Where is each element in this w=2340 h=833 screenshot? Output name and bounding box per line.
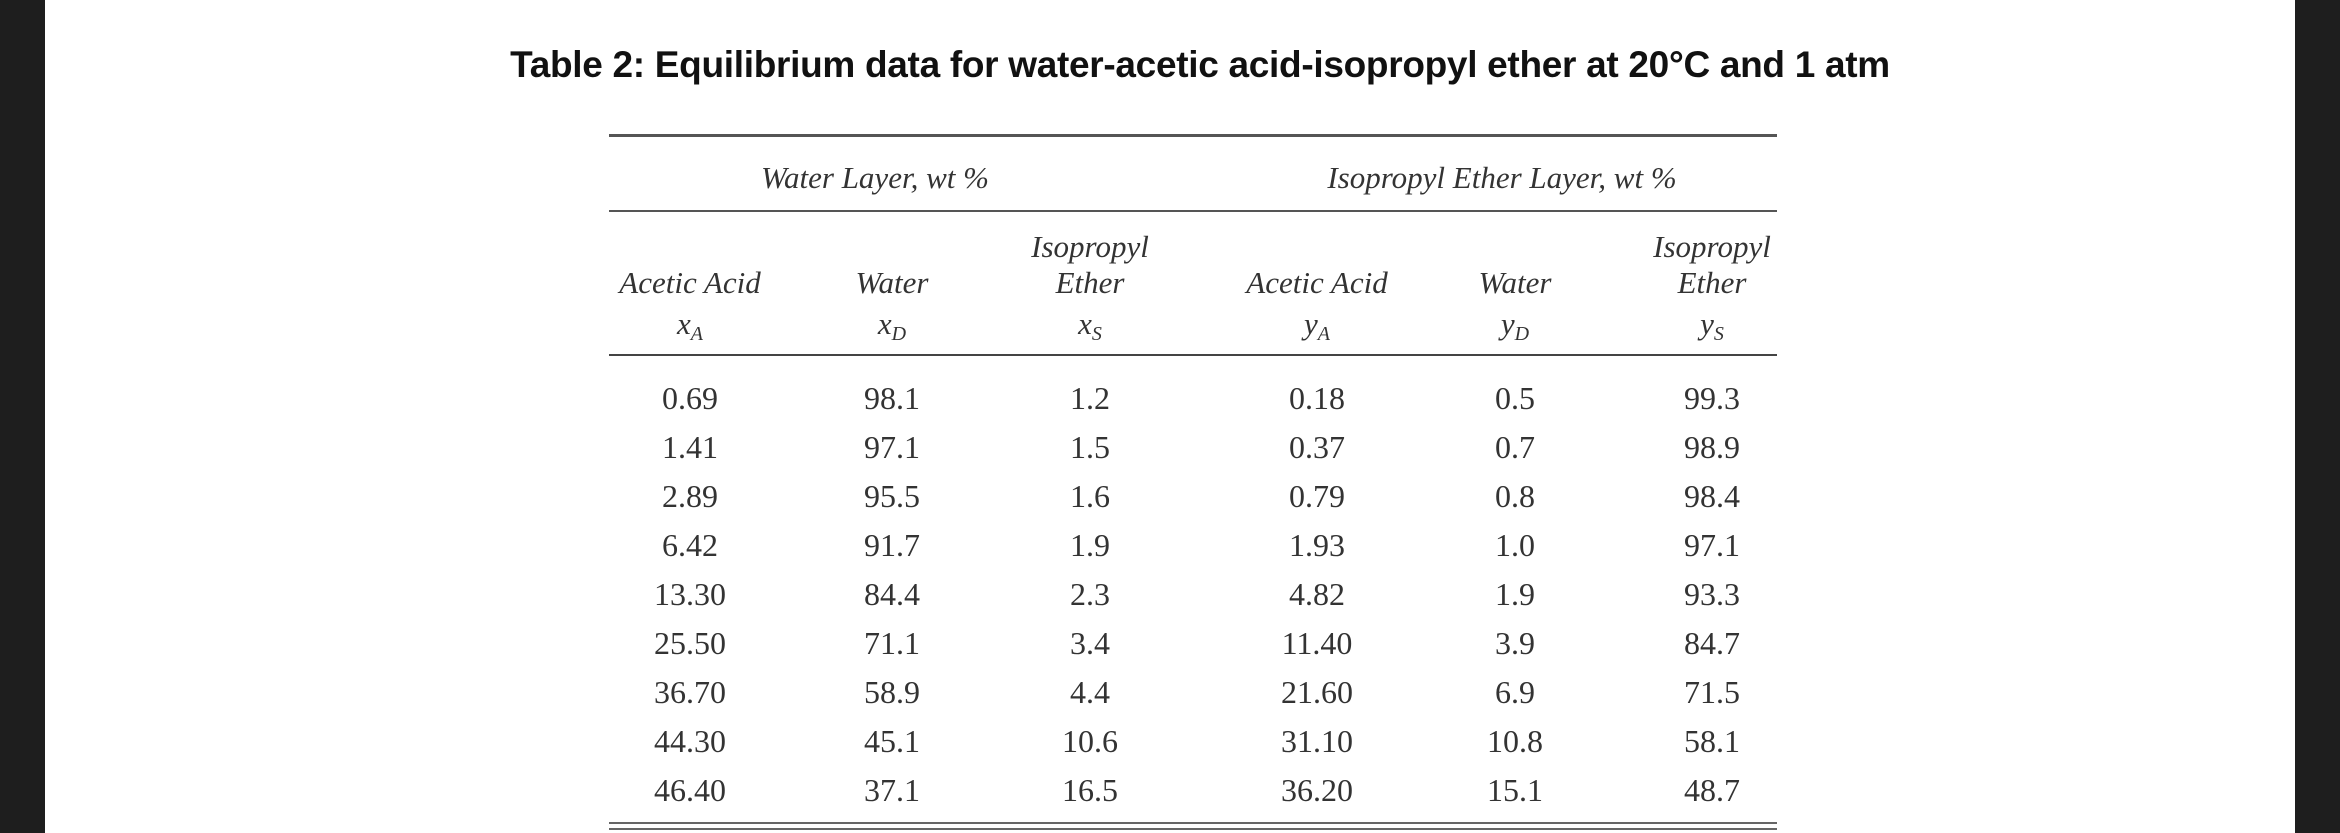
table-row [0, 374, 2340, 423]
col-symbol: $y_S$ [1700, 306, 1724, 345]
ether-layer-heading: Isopropyl Ether Layer, wt % [1327, 160, 1677, 195]
table-cell: 11.40 [1281, 625, 1353, 661]
table-title: Table 2: Equilibrium data for water-acetic acid-isopropyl ether at 20°C and 1 atm [510, 44, 1890, 85]
table-cell: 0.37 [1289, 429, 1345, 465]
table-cell: 13.30 [654, 576, 726, 612]
col-header [797, 229, 987, 301]
table-cell: 97.1 [864, 429, 920, 465]
col-header-label: Isopropyl [1031, 229, 1149, 264]
table-cell: 46.40 [654, 772, 726, 808]
bottom-rule-2 [609, 828, 1777, 830]
table-cell: 10.6 [1062, 723, 1118, 759]
table-cell: 1.5 [1070, 429, 1110, 465]
table-cell: 0.69 [662, 380, 718, 416]
col-header [1222, 229, 1412, 301]
col-header [1420, 229, 1610, 301]
table-row [0, 766, 2340, 815]
table-cell: 31.10 [1281, 723, 1353, 759]
table-row [0, 423, 2340, 472]
table-cell: 36.70 [654, 674, 726, 710]
col-symbol: $x_S$ [1078, 306, 1102, 345]
table-cell: 2.3 [1070, 576, 1110, 612]
table-cell: 84.7 [1684, 625, 1740, 661]
table-cell: 3.4 [1070, 625, 1110, 661]
table-cell: 4.82 [1289, 576, 1345, 612]
table-cell: 98.9 [1684, 429, 1740, 465]
table-cell: 98.4 [1684, 478, 1740, 514]
col-header-label: Ether [1055, 265, 1125, 300]
table-cell: 1.0 [1495, 527, 1535, 563]
col-header-label: Ether [1677, 265, 1747, 300]
table-cell: 6.9 [1495, 674, 1535, 710]
table-cell: 0.8 [1495, 478, 1535, 514]
col-header [1617, 229, 1807, 301]
table-cell: 98.1 [864, 380, 920, 416]
table-cell: 0.7 [1495, 429, 1535, 465]
col-header-label: Acetic Acid [619, 265, 761, 300]
table-cell: 95.5 [864, 478, 920, 514]
col-header-label: Acetic Acid [1246, 265, 1388, 300]
table-row [0, 717, 2340, 766]
table-cell: 44.30 [654, 723, 726, 759]
bottom-rule-1 [609, 822, 1777, 824]
table-row [0, 570, 2340, 619]
table-cell: 1.93 [1289, 527, 1345, 563]
table-cell: 84.4 [864, 576, 920, 612]
table-cell: 71.5 [1684, 674, 1740, 710]
table-cell: 3.9 [1495, 625, 1535, 661]
table-cell: 1.41 [662, 429, 718, 465]
table-cell: 58.1 [1684, 723, 1740, 759]
table-cell: 99.3 [1684, 380, 1740, 416]
table-row [0, 521, 2340, 570]
table-cell: 16.5 [1062, 772, 1118, 808]
table-cell: 6.42 [662, 527, 718, 563]
table-row [0, 619, 2340, 668]
table-cell: 21.60 [1281, 674, 1353, 710]
col-header-label: Water [1478, 265, 1552, 300]
table-cell: 45.1 [864, 723, 920, 759]
table-row [0, 668, 2340, 717]
table-cell: 71.1 [864, 625, 920, 661]
table-cell: 2.89 [662, 478, 718, 514]
table-cell: 97.1 [1684, 527, 1740, 563]
col-symbol: $x_A$ [677, 306, 703, 345]
col-symbol: $y_A$ [1304, 306, 1330, 345]
table-cell: 36.20 [1281, 772, 1353, 808]
col-header [595, 229, 785, 301]
col-symbol: $x_D$ [877, 306, 907, 345]
table-cell: 0.79 [1289, 478, 1345, 514]
col-header-label: Isopropyl [1653, 229, 1771, 264]
water-layer-heading: Water Layer, wt % [761, 160, 989, 195]
table-cell: 37.1 [864, 772, 920, 808]
top-rule [609, 134, 1777, 137]
col-header-label: Water [855, 265, 929, 300]
table-cell: 48.7 [1684, 772, 1740, 808]
table-cell: 1.9 [1495, 576, 1535, 612]
table-cell: 4.4 [1070, 674, 1110, 710]
header-rule [609, 354, 1777, 356]
table-cell: 15.1 [1487, 772, 1543, 808]
table-cell: 91.7 [864, 527, 920, 563]
table-cell: 0.5 [1495, 380, 1535, 416]
table-cell: 1.6 [1070, 478, 1110, 514]
table-cell: 25.50 [654, 625, 726, 661]
table-cell: 1.9 [1070, 527, 1110, 563]
table-cell: 10.8 [1487, 723, 1543, 759]
table-cell: 93.3 [1684, 576, 1740, 612]
table-row [0, 472, 2340, 521]
table-cell: 1.2 [1070, 380, 1110, 416]
col-header [995, 229, 1185, 301]
col-symbol: $y_D$ [1500, 306, 1530, 345]
table-cell: 58.9 [864, 674, 920, 710]
table-cell: 0.18 [1289, 380, 1345, 416]
group-rule [609, 210, 1777, 212]
